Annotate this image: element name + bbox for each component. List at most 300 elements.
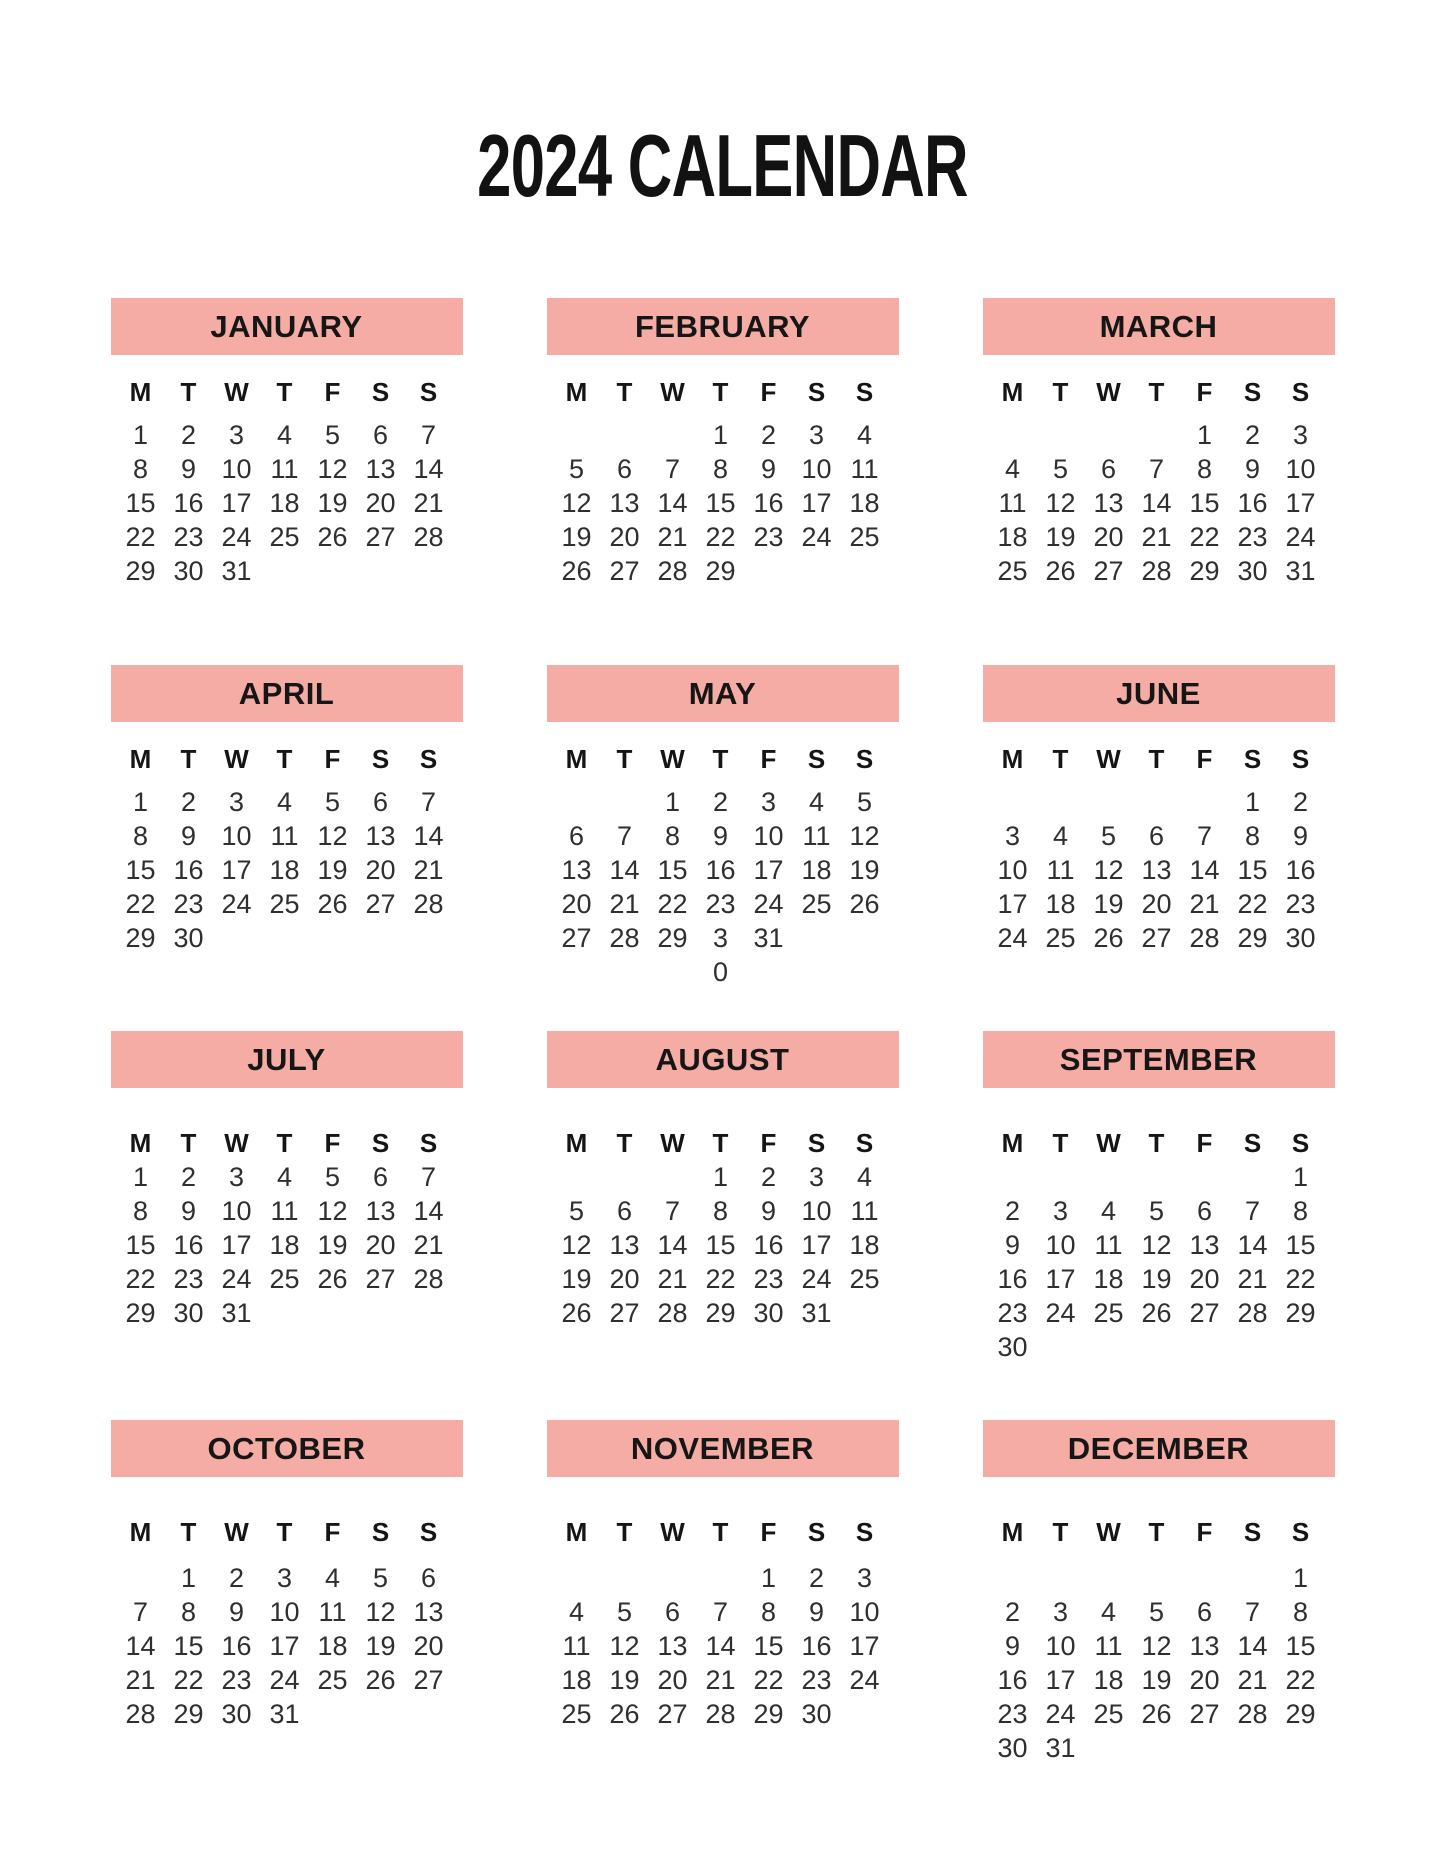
date-cell: 8: [132, 821, 149, 851]
month-name: FEBRUARY: [634, 308, 811, 344]
weekday-label: F: [324, 744, 341, 774]
date-cell: 26: [317, 889, 348, 919]
date-cell: 20: [609, 522, 640, 552]
date-cell: 21: [125, 1665, 156, 1695]
date-cell: 15: [125, 1230, 156, 1260]
date-cell: 18: [1045, 889, 1076, 919]
date-cell: 24: [801, 522, 832, 552]
date-cell: 12: [317, 1196, 348, 1226]
date-cell: 27: [1141, 923, 1172, 953]
date-cell: 8: [1292, 1597, 1309, 1627]
date-cell: 20: [365, 488, 396, 518]
weekday-label: S: [419, 744, 438, 774]
date-cell: 30: [997, 1332, 1028, 1362]
weekday-label: F: [324, 1517, 341, 1547]
date-cell: 6: [664, 1597, 681, 1627]
weekday-label: T: [1148, 744, 1165, 774]
date-cell: 25: [1045, 923, 1076, 953]
date-cell: 6: [616, 1196, 633, 1226]
weekday-label: T: [1052, 744, 1069, 774]
weekday-label: M: [1001, 744, 1024, 774]
date-cell: 3: [856, 1563, 873, 1593]
date-cell: 6: [616, 454, 633, 484]
weekday-label: T: [1052, 1517, 1069, 1547]
date-cell: 1: [132, 1162, 149, 1192]
month-name: JUNE: [1116, 675, 1201, 711]
date-cell: 26: [561, 1298, 592, 1328]
date-cell: 1: [180, 1563, 197, 1593]
date-cell: 4: [856, 420, 873, 450]
date-cell: 1: [1292, 1162, 1309, 1192]
date-cell: 4: [1052, 821, 1069, 851]
date-cell: 25: [317, 1665, 348, 1695]
weekday-label: S: [419, 377, 438, 407]
date-cell: 6: [372, 420, 389, 450]
weekday-label: T: [180, 377, 197, 407]
date-cell: 23: [997, 1699, 1028, 1729]
date-cell: 14: [413, 454, 444, 484]
date-cell: 19: [1141, 1264, 1172, 1294]
week-row: [547, 418, 899, 452]
date-cell: 14: [1189, 855, 1220, 885]
date-cell: 31: [1045, 1733, 1076, 1763]
weekday-label: F: [324, 377, 341, 407]
date-cell: 1: [132, 420, 149, 450]
date-cell: 5: [1100, 821, 1117, 851]
date-cell: 7: [132, 1597, 149, 1627]
week-row: [547, 853, 899, 887]
date-cell: 27: [609, 556, 640, 586]
date-cell: 19: [849, 855, 880, 885]
date-cell: 4: [276, 1162, 293, 1192]
date-cell: 30: [173, 923, 204, 953]
weekday-label: S: [1291, 1128, 1310, 1158]
date-cell: 6: [1100, 454, 1117, 484]
week-row: [983, 418, 1335, 452]
date-cell: 7: [420, 787, 437, 817]
weeks: [983, 1561, 1335, 1765]
week-row: [983, 785, 1335, 819]
date-cell: 23: [1285, 889, 1316, 919]
weekday-label: T: [1148, 1128, 1165, 1158]
date-cell: 28: [657, 556, 688, 586]
weekday-label: T: [180, 1128, 197, 1158]
date-cell: 9: [180, 821, 197, 851]
week-row: [983, 1330, 1335, 1364]
weekday-label: W: [660, 1517, 685, 1547]
date-cell: 28: [1237, 1298, 1268, 1328]
date-cell: 29: [125, 556, 156, 586]
date-cell: 7: [616, 821, 633, 851]
weekday-label: S: [1291, 744, 1310, 774]
date-cell: 31: [753, 923, 784, 953]
date-cell: 18: [269, 855, 300, 885]
page-title: 2024 CALENDAR: [477, 116, 968, 215]
date-cell: 10: [997, 855, 1028, 885]
date-cell: 19: [365, 1631, 396, 1661]
date-cell: 13: [657, 1631, 688, 1661]
date-cell: 22: [705, 1264, 736, 1294]
date-cell: 10: [801, 454, 832, 484]
weekday-label: S: [855, 1517, 874, 1547]
date-cell: 23: [173, 522, 204, 552]
date-cell: 17: [801, 488, 832, 518]
date-cell: 16: [1285, 855, 1316, 885]
weekday-label: W: [224, 1128, 249, 1158]
date-cell: 25: [849, 522, 880, 552]
month-name: AUGUST: [655, 1041, 790, 1077]
date-cell: 21: [1189, 889, 1220, 919]
date-cell: 11: [850, 454, 879, 484]
week-row: [111, 921, 463, 955]
week-row: [111, 1228, 463, 1262]
date-cell: 12: [609, 1631, 640, 1661]
week-row: [547, 1697, 899, 1731]
month-name: SEPTEMBER: [1059, 1041, 1258, 1077]
date-cell: 8: [180, 1597, 197, 1627]
weeks: [111, 418, 463, 588]
weekday-label: F: [324, 1128, 341, 1158]
week-row: [111, 486, 463, 520]
month-name: OCTOBER: [207, 1430, 366, 1466]
date-cell: 17: [1045, 1665, 1076, 1695]
week-row: [983, 452, 1335, 486]
date-cell: 2: [228, 1563, 245, 1593]
date-cell: 20: [1141, 889, 1172, 919]
weekday-label: S: [1243, 1517, 1262, 1547]
date-cell: 25: [269, 889, 300, 919]
date-cell: 6: [372, 1162, 389, 1192]
date-cell: 24: [753, 889, 784, 919]
date-cell: 23: [1237, 522, 1268, 552]
month-name: NOVEMBER: [630, 1430, 815, 1466]
weekday-label: T: [1148, 1517, 1165, 1547]
date-cell: 16: [801, 1631, 832, 1661]
date-cell: 26: [317, 522, 348, 552]
month-banner: [111, 298, 463, 355]
date-cell: 10: [221, 1196, 252, 1226]
date-cell: 2: [1004, 1597, 1021, 1627]
weekday-label: T: [180, 744, 197, 774]
date-cell: 1: [132, 787, 149, 817]
weekday-label: M: [565, 1128, 588, 1158]
date-cell: 17: [221, 488, 252, 518]
date-cell: 14: [1141, 488, 1172, 518]
date-cell: 19: [561, 522, 592, 552]
weekday-label: S: [419, 1128, 438, 1158]
date-cell: 21: [1141, 522, 1172, 552]
date-cell: 18: [1093, 1665, 1124, 1695]
weeks: [983, 1160, 1335, 1364]
weekday-label: F: [1196, 1517, 1213, 1547]
date-cell: 12: [1141, 1230, 1172, 1260]
date-cell: 5: [324, 420, 341, 450]
week-row: [111, 1160, 463, 1194]
weekday-label: S: [807, 1517, 826, 1547]
date-cell: 29: [1285, 1699, 1316, 1729]
month-april: [111, 665, 463, 955]
week-row: [983, 1731, 1335, 1765]
date-cell: 13: [609, 1230, 640, 1260]
date-cell: 11: [998, 488, 1027, 518]
date-cell: 1: [712, 420, 729, 450]
date-cell: 25: [269, 1264, 300, 1294]
date-cell: 18: [317, 1631, 348, 1661]
month-name: DECEMBER: [1067, 1430, 1250, 1466]
weeks: [547, 418, 899, 588]
week-row: [547, 1262, 899, 1296]
date-cell: 21: [609, 889, 640, 919]
date-cell: 27: [1189, 1298, 1220, 1328]
month-february: [547, 298, 899, 588]
date-cell: 11: [270, 1196, 299, 1226]
date-cell: 16: [997, 1264, 1028, 1294]
weekday-label: S: [371, 1517, 390, 1547]
date-cell: 25: [849, 1264, 880, 1294]
month-july: [111, 1031, 463, 1330]
date-cell: 14: [413, 1196, 444, 1226]
date-cell: 5: [568, 454, 585, 484]
weekday-label: F: [760, 1517, 777, 1547]
date-cell: 9: [228, 1597, 245, 1627]
week-row: [547, 486, 899, 520]
date-cell: 2: [808, 1563, 825, 1593]
date-cell: 7: [1244, 1597, 1261, 1627]
week-row: [983, 1194, 1335, 1228]
date-cell: 10: [269, 1597, 300, 1627]
date-cell: 31: [269, 1699, 300, 1729]
date-cell: 13: [1141, 855, 1172, 885]
weeks: [983, 418, 1335, 588]
date-cell: 13: [365, 454, 396, 484]
date-cell: 19: [317, 1230, 348, 1260]
date-cell: 4: [568, 1597, 585, 1627]
date-cell: 24: [997, 923, 1028, 953]
date-cell: 1: [1196, 420, 1213, 450]
date-cell: 22: [657, 889, 688, 919]
weekday-header-row: [983, 375, 1335, 409]
month-june: [983, 665, 1335, 955]
date-cell: 8: [1196, 454, 1213, 484]
date-cell: 3: [808, 420, 825, 450]
date-cell: 4: [808, 787, 825, 817]
date-cell: 2: [180, 1162, 197, 1192]
date-cell: 31: [801, 1298, 832, 1328]
date-cell: 30: [173, 556, 204, 586]
date-cell: 28: [413, 889, 444, 919]
week-row: [111, 1262, 463, 1296]
date-cell: 27: [609, 1298, 640, 1328]
date-cell: 26: [609, 1699, 640, 1729]
date-cell: 8: [132, 454, 149, 484]
date-cell: 17: [269, 1631, 300, 1661]
date-cell: 15: [1285, 1230, 1316, 1260]
date-cell: 15: [125, 488, 156, 518]
date-cell: 19: [609, 1665, 640, 1695]
date-cell: 24: [1285, 522, 1316, 552]
date-cell: 8: [1292, 1196, 1309, 1226]
date-cell: 9: [1004, 1631, 1021, 1661]
month-january: [111, 298, 463, 588]
date-cell: 16: [173, 488, 204, 518]
week-row: [983, 921, 1335, 955]
date-cell: 30: [997, 1733, 1028, 1763]
date-cell: 8: [1244, 821, 1261, 851]
weekday-label: S: [807, 377, 826, 407]
date-cell: 24: [221, 1264, 252, 1294]
date-cell: 15: [1189, 488, 1220, 518]
week-row: [547, 1228, 899, 1262]
date-cell: 18: [269, 488, 300, 518]
date-cell: 21: [657, 1264, 688, 1294]
month-name: APRIL: [238, 675, 335, 711]
date-cell: 11: [270, 454, 299, 484]
date-cell: 20: [609, 1264, 640, 1294]
date-cell: 2: [760, 420, 777, 450]
date-cell: 28: [413, 1264, 444, 1294]
weekday-label: T: [276, 744, 293, 774]
date-cell: 5: [568, 1196, 585, 1226]
month-banner: [547, 665, 899, 722]
weekday-label: S: [1243, 377, 1262, 407]
weekday-label: M: [565, 377, 588, 407]
weekday-header-row: [547, 1126, 899, 1160]
date-cell: 8: [760, 1597, 777, 1627]
weekday-label: S: [371, 744, 390, 774]
month-banner: [983, 1420, 1335, 1477]
weekday-label: W: [1096, 744, 1121, 774]
weekday-label: T: [712, 377, 729, 407]
date-cell: 3: [808, 1162, 825, 1192]
week-row: [983, 1262, 1335, 1296]
date-cell: 15: [657, 855, 688, 885]
week-row: [983, 1595, 1335, 1629]
date-cell: 11: [562, 1631, 591, 1661]
date-cell: 23: [173, 1264, 204, 1294]
week-row: [547, 1296, 899, 1330]
weekday-label: M: [1001, 1517, 1024, 1547]
week-row: [983, 819, 1335, 853]
date-cell: 19: [1093, 889, 1124, 919]
date-cell: 5: [616, 1597, 633, 1627]
date-cell: 8: [712, 1196, 729, 1226]
date-cell: 4: [324, 1563, 341, 1593]
date-cell: 1: [1244, 787, 1261, 817]
date-cell: 17: [849, 1631, 880, 1661]
date-cell: 17: [1285, 488, 1316, 518]
date-cell: 17: [1045, 1264, 1076, 1294]
date-cell: 17: [753, 855, 784, 885]
date-cell: 7: [1244, 1196, 1261, 1226]
date-cell: 4: [856, 1162, 873, 1192]
date-cell: 23: [221, 1665, 252, 1695]
month-banner: [111, 1420, 463, 1477]
weekday-label: T: [616, 1517, 633, 1547]
date-cell: 6: [420, 1563, 437, 1593]
date-cell: 26: [849, 889, 880, 919]
date-cell: 11: [1094, 1230, 1123, 1260]
date-cell: 28: [413, 522, 444, 552]
month-banner: [547, 298, 899, 355]
date-cell: 26: [317, 1264, 348, 1294]
weekday-label: M: [129, 377, 152, 407]
date-cell: 3: [1052, 1196, 1069, 1226]
date-cell: 24: [221, 522, 252, 552]
date-cell: 18: [1093, 1264, 1124, 1294]
date-cell: 14: [609, 855, 640, 885]
date-cell: 21: [413, 855, 444, 885]
date-cell: 17: [221, 855, 252, 885]
date-cell: 11: [1094, 1631, 1123, 1661]
date-cell: 6: [1196, 1597, 1213, 1627]
date-cell: 2: [180, 787, 197, 817]
month-name: JULY: [247, 1041, 326, 1077]
week-row: [111, 554, 463, 588]
date-cell: 21: [705, 1665, 736, 1695]
date-cell: 8: [664, 821, 681, 851]
date-cell: 26: [561, 556, 592, 586]
weekday-label: S: [855, 377, 874, 407]
date-cell: 16: [705, 855, 736, 885]
date-cell: 23: [801, 1665, 832, 1695]
date-cell: 22: [1237, 889, 1268, 919]
week-row: [983, 554, 1335, 588]
weekday-label: W: [224, 377, 249, 407]
weekday-label: F: [760, 1128, 777, 1158]
weekday-label: M: [565, 744, 588, 774]
weekday-label: T: [712, 1517, 729, 1547]
date-cell: 22: [753, 1665, 784, 1695]
date-cell: 4: [1100, 1196, 1117, 1226]
month-banner: [983, 298, 1335, 355]
date-cell: 13: [1093, 488, 1124, 518]
month-banner: [983, 1031, 1335, 1088]
week-row: [111, 1663, 463, 1697]
date-cell: 15: [1285, 1631, 1316, 1661]
date-cell: 16: [997, 1665, 1028, 1695]
date-cell: 3: [228, 1162, 245, 1192]
weekday-label: F: [1196, 377, 1213, 407]
date-cell: 9: [180, 454, 197, 484]
date-cell: 15: [173, 1631, 204, 1661]
week-row: [547, 785, 899, 819]
date-cell: 7: [420, 420, 437, 450]
weeks: [111, 1160, 463, 1330]
date-cell: 28: [1237, 1699, 1268, 1729]
week-row: [983, 853, 1335, 887]
weekday-label: T: [180, 1517, 197, 1547]
date-cell: 26: [1141, 1298, 1172, 1328]
weekday-label: T: [616, 377, 633, 407]
weekday-header-row: [547, 1515, 899, 1549]
weekday-label: F: [760, 377, 777, 407]
date-cell: 7: [420, 1162, 437, 1192]
date-cell: 30: [1237, 556, 1268, 586]
weekday-label: W: [1096, 377, 1121, 407]
date-cell: 16: [1237, 488, 1268, 518]
date-cell: 31: [221, 1298, 252, 1328]
date-cell: 20: [1189, 1665, 1220, 1695]
date-cell: 12: [849, 821, 880, 851]
weekday-label: F: [1196, 744, 1213, 774]
weeks: [111, 1561, 463, 1731]
weekday-label: W: [1096, 1128, 1121, 1158]
weekday-label: S: [807, 744, 826, 774]
weekday-header-row: [111, 1515, 463, 1549]
date-cell: 17: [801, 1230, 832, 1260]
week-row: [983, 520, 1335, 554]
weekday-label: T: [276, 1128, 293, 1158]
